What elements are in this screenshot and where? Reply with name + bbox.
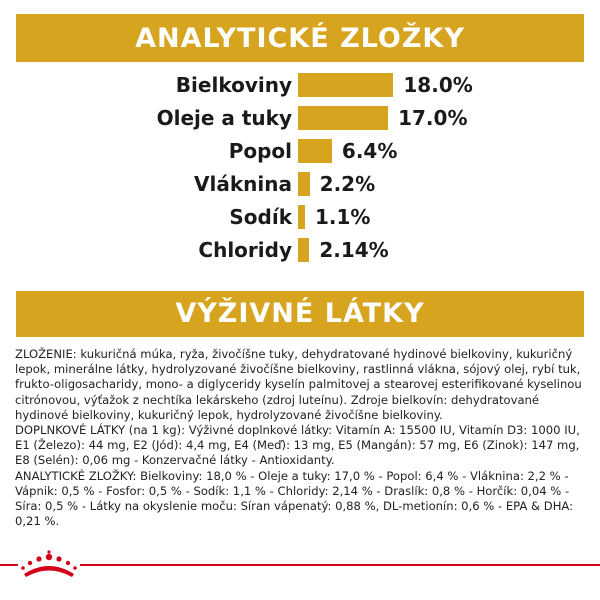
- nutrient-description: [15, 347, 587, 529]
- component-bar: [298, 238, 309, 262]
- component-label: Bielkoviny: [175, 73, 292, 97]
- component-row: [0, 169, 600, 199]
- composition-paragraph: ZLOŽENIE: kukuričná múka, ryža, živočíšne tuky, dehydratované hydinové bielkoviny, kukuričný lepok, minerálne látky, hydrolyzované živočíšne bielkoviny, rastlinná vlákna, sójový olej, rybí tuk, frukto-oligosacharidy, mono- a diglyceridy kyselín palmitovej a stearovej esterifikované kyselinou citrónovou, výťažok z nechtíka lekárskeho (zdroj luteínu). Zdroje bielkovín: dehydratované hydinové bielkoviny, kukuričný lepok, hydrolyzované živočíšne bielkoviny.: [15, 347, 582, 422]
- analytical-components-bars: [0, 70, 600, 280]
- component-bar: [298, 172, 310, 196]
- analysis-paragraph: ANALYTICKÉ ZLOŽKY: Bielkoviny: 18,0 % - Oleje a tuky: 17,0 % - Popol: 6,4 % - Vláknina: 2,2 % - Vápnik: 0,5 % - Fosfor: 0,5 % - Sodík: 1,1 % - Chloridy: 2,14 % - Draslík: 0,8 % - Horčík: 0,04 % - Síra: 0,5 % - Látky na okyslenie moču: Síran vápenatý: 0,88 %, DL-metionín: 0,6 % - EPA & DHA: 0,21 %.: [15, 468, 574, 529]
- component-row: [0, 70, 600, 100]
- component-label: Sodík: [229, 205, 292, 229]
- component-label: Oleje a tuky: [156, 106, 292, 130]
- additives-paragraph: DOPLNKOVÉ LÁTKY (na 1 kg): Výživné doplnkové látky: Vitamín A: 15500 IU, Vitamín D3: 1000 IU, E1 (Železo): 44 mg, E2 (Jód): 4,4 mg, E4 (Meď): 13 mg, E5 (Mangán): 57 mg, E6 (Zinok): 147 mg, E8 (Selén): 0,06 mg - Konzervačné látky - Antioxidanty.: [15, 423, 580, 468]
- component-row: [0, 235, 600, 265]
- component-label: Vláknina: [194, 172, 292, 196]
- component-bar: [298, 139, 332, 163]
- footer-rule: [80, 564, 600, 566]
- component-bar: [298, 106, 388, 130]
- component-row: [0, 202, 600, 232]
- component-value: 17.0%: [398, 106, 468, 130]
- component-row: [0, 136, 600, 166]
- component-bar: [298, 73, 393, 97]
- royal-canin-crown-logo-icon: [18, 548, 80, 582]
- component-value: 2.14%: [319, 238, 389, 262]
- component-value: 2.2%: [319, 172, 376, 196]
- component-label: Popol: [228, 139, 292, 163]
- component-row: [0, 103, 600, 133]
- component-label: Chloridy: [198, 238, 292, 262]
- component-value: 6.4%: [341, 139, 398, 163]
- component-value: 1.1%: [315, 205, 371, 229]
- component-value: 18.0%: [403, 73, 473, 97]
- analytical-components-heading: ANALYTICKÉ ZLOŽKY: [16, 14, 584, 62]
- footer-rule-left: [0, 564, 18, 566]
- nutrients-heading: VÝŽIVNÉ LÁTKY: [16, 291, 584, 337]
- component-bar: [298, 205, 305, 229]
